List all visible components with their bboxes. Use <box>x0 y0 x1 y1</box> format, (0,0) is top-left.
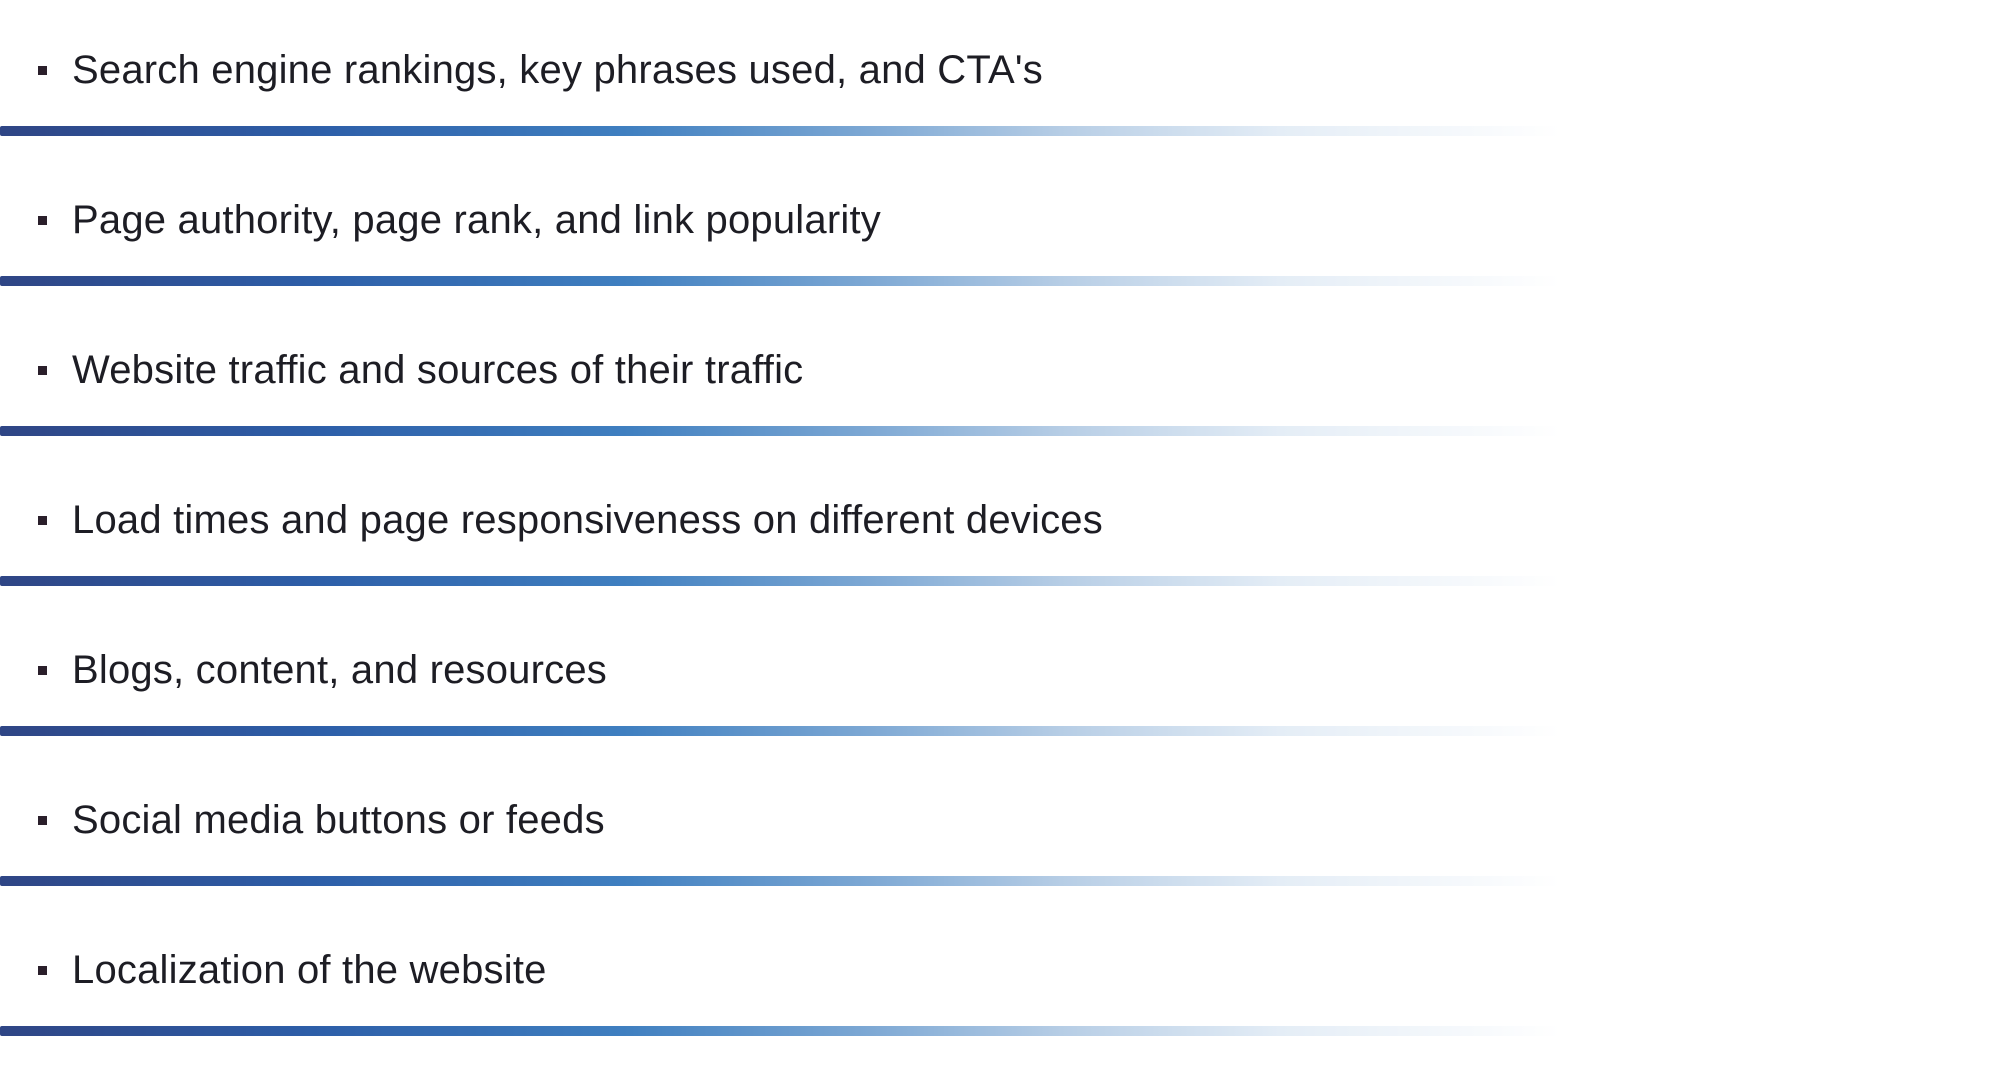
list-item <box>0 150 2000 300</box>
list-item-label: Social media buttons or feeds <box>72 797 605 842</box>
list-item-label: Blogs, content, and resources <box>72 647 607 692</box>
list-item <box>0 900 2000 1050</box>
gradient-divider <box>0 426 1560 436</box>
list-item-label: Localization of the website <box>72 947 547 992</box>
gradient-divider <box>0 1026 1560 1036</box>
square-bullet-icon <box>38 366 47 375</box>
gradient-divider <box>0 876 1560 886</box>
list-item <box>0 600 2000 750</box>
square-bullet-icon <box>38 666 47 675</box>
list-item-label: Load times and page responsiveness on different devices <box>72 497 1103 542</box>
square-bullet-icon <box>38 816 47 825</box>
list-item <box>0 750 2000 900</box>
list-item-label: Search engine rankings, key phrases used, and CTA's <box>72 47 1043 92</box>
list-item-label: Page authority, page rank, and link popularity <box>72 197 881 242</box>
square-bullet-icon <box>38 966 47 975</box>
square-bullet-icon <box>38 66 47 75</box>
list-item <box>0 0 2000 150</box>
list-item <box>0 300 2000 450</box>
square-bullet-icon <box>38 216 47 225</box>
gradient-divider <box>0 126 1560 136</box>
list-item-label: Website traffic and sources of their traffic <box>72 347 804 392</box>
gradient-divider <box>0 726 1560 736</box>
list-item <box>0 450 2000 600</box>
gradient-divider <box>0 576 1560 586</box>
square-bullet-icon <box>38 516 47 525</box>
gradient-divider <box>0 276 1560 286</box>
